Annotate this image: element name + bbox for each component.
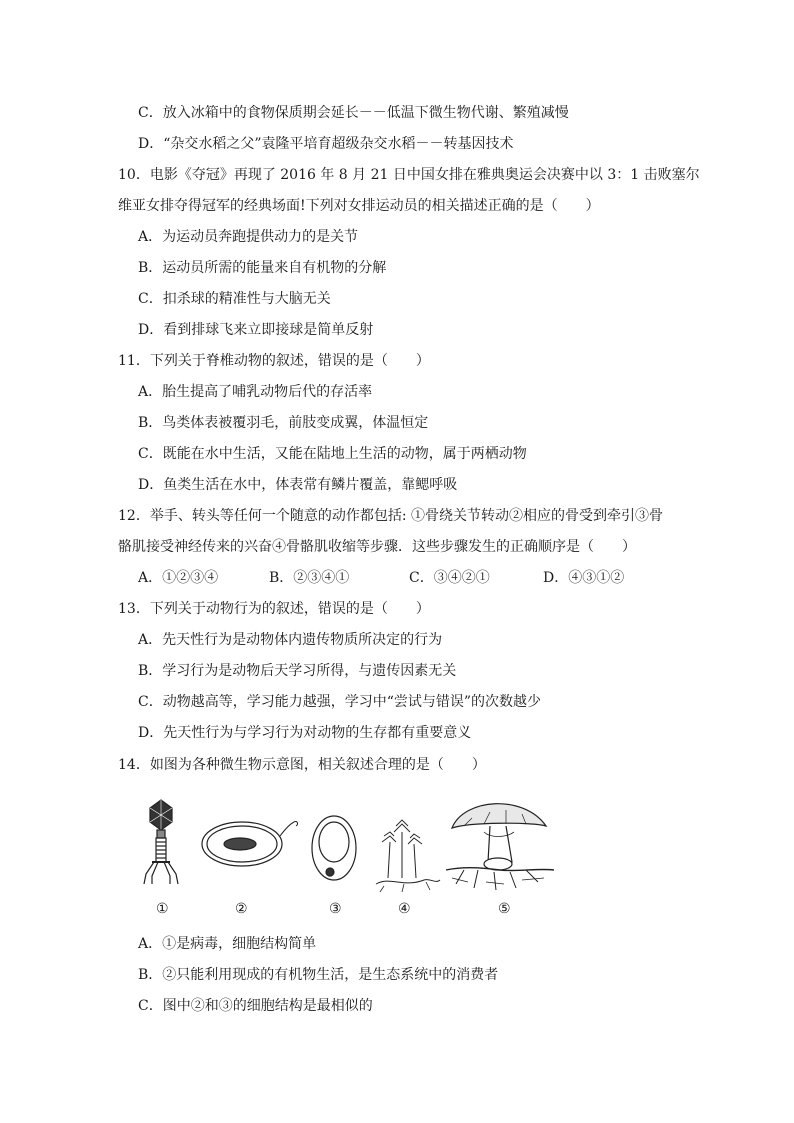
q9-option-c: C．放入冰箱中的食物保质期会延长－－低温下微生物代谢、繁殖减慢 (138, 105, 569, 121)
q13-option-c: C．动物越高等，学习能力越强，学习中“尝试与错误”的次数越少 (138, 694, 542, 710)
q13-option-b: B．学习行为是动物后天学习所得，与遗传因素无关 (138, 663, 457, 679)
microbes-illustration (134, 792, 554, 902)
mushroom-drawing (446, 804, 554, 890)
q12-stem-line2: 骼肌接受神经传来的兴奋④骨骼肌收缩等步骤．这些步骤发生的正确顺序是（ ） (118, 539, 636, 555)
q12-option-b: B．②③④① (269, 570, 350, 586)
bacterium-drawing (202, 821, 297, 866)
q9-option-d: D．“杂交水稻之父”袁隆平培育超级杂交水稻－－转基因技术 (138, 136, 514, 152)
q13-option-a: A．先天性行为是动物体内遗传物质所决定的行为 (138, 632, 443, 648)
q11-option-c: C．既能在水中生活，又能在陆地上生活的动物，属于两栖动物 (138, 446, 527, 462)
figure-label-1: ① (156, 901, 169, 917)
q14-stem: 14．如图为各种微生物示意图，相关叙述合理的是（ ） (118, 757, 486, 773)
q13-stem: 13．下列关于动物行为的叙述，错误的是（ ） (118, 601, 430, 617)
figure-label-3: ③ (329, 901, 342, 917)
q10-option-d: D．看到排球飞来立即接球是简单反射 (138, 322, 374, 338)
q12-stem-line1: 12．举手、转头等任何一个随意的动作都包括: ①骨绕关节转动②相应的骨受到牵引③骨 (118, 508, 663, 524)
q12-option-d: D．④③①② (543, 570, 625, 586)
q12-option-c: C．③④②① (409, 570, 490, 586)
q10-option-a: A．为运动员奔跑提供动力的是关节 (138, 229, 359, 245)
q10-stem-line1: 10．电影《夺冠》再现了 2016 年 8 月 21 日中国女排在雅典奥运会决赛中以 3：1 击败塞尔 (118, 167, 700, 183)
yeast-drawing (312, 816, 356, 880)
q11-option-a: A．胎生提高了哺乳动物后代的存活率 (138, 384, 373, 400)
q10-option-b: B．运动员所需的能量来自有机物的分解 (138, 260, 387, 276)
q10-option-c: C．扣杀球的精准性与大脑无关 (138, 291, 331, 307)
figure-label-2: ② (235, 901, 248, 917)
figure-label-5: ⑤ (498, 901, 511, 917)
q12-options (138, 568, 624, 588)
q14-option-c: C．图中②和③的细胞结构是最相似的 (138, 998, 373, 1014)
q13-option-d: D．先天性行为与学习行为对动物的生存都有重要意义 (138, 725, 472, 741)
figure-label-4: ④ (398, 901, 411, 917)
q11-stem: 11．下列关于脊椎动物的叙述，错误的是（ ） (118, 353, 430, 369)
q11-option-d: D．鱼类生活在水中，体表常有鳞片覆盖，靠鳃呼吸 (138, 477, 458, 493)
q12-option-a: A．①②③④ (138, 570, 219, 586)
microbes-figure (134, 792, 554, 922)
q10-stem-line2: 维亚女排夺得冠军的经典场面!下列对女排运动员的相关描述正确的是（ ） (118, 198, 600, 214)
q11-option-b: B．鸟类体表被覆羽毛，前肢变成翼，体温恒定 (138, 415, 429, 431)
q14-option-a: A．①是病毒，细胞结构简单 (138, 936, 317, 952)
mold-drawing (376, 820, 440, 892)
q14-option-b: B．②只能利用现成的有机物生活，是生态系统中的消费者 (138, 967, 499, 983)
virus-drawing (144, 800, 178, 884)
